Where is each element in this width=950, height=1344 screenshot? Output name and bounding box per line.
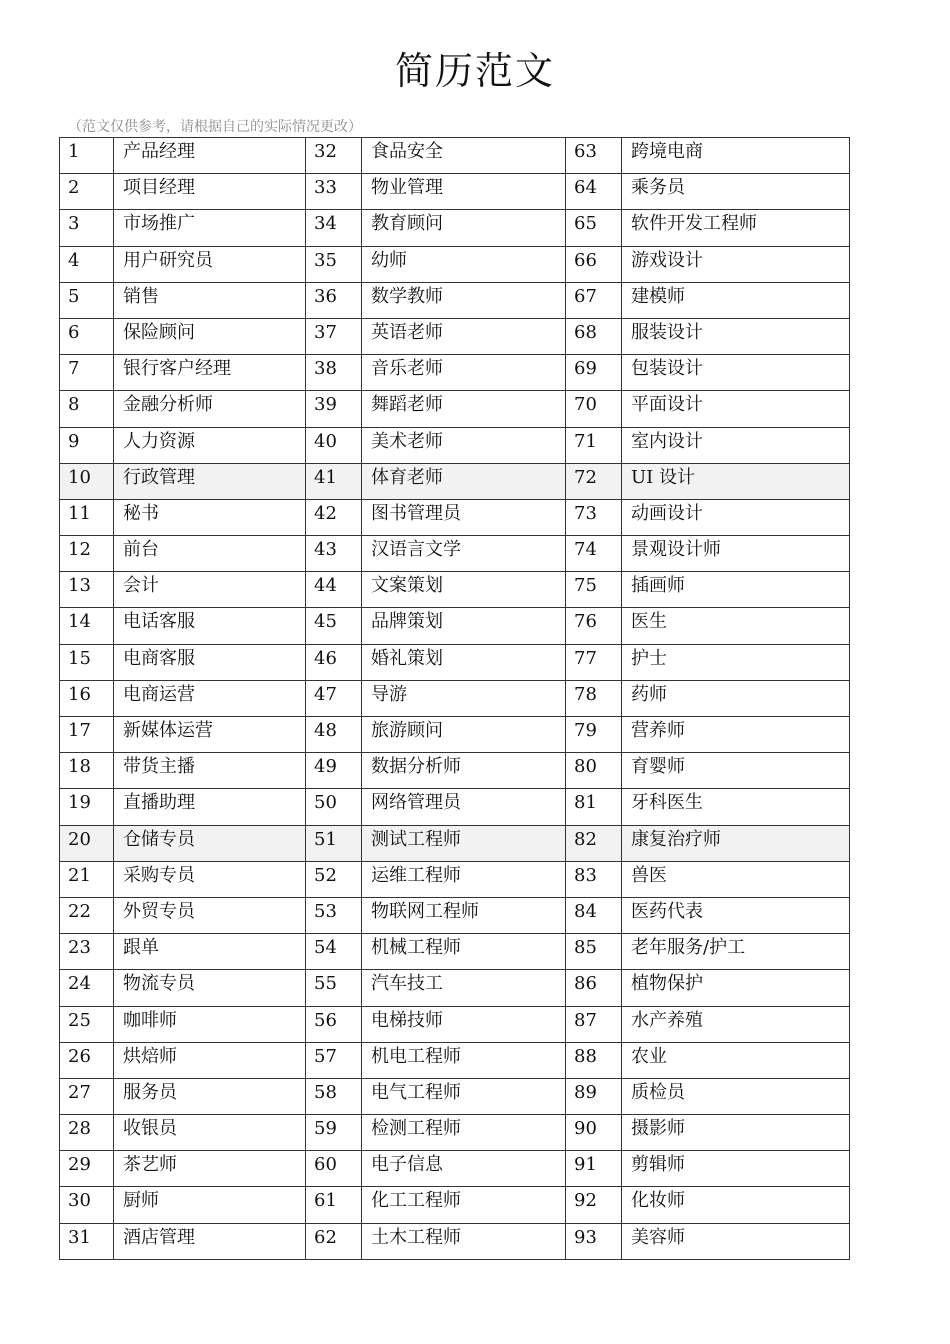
table-row <box>60 1042 850 1078</box>
table-row <box>60 608 850 644</box>
job-title: 品牌策划 <box>362 608 566 644</box>
job-title: 茶艺师 <box>114 1151 306 1187</box>
row-number: 71 <box>566 427 622 463</box>
job-title: 酒店管理 <box>114 1223 306 1259</box>
job-title: 牙科医生 <box>622 789 850 825</box>
job-title: 物联网工程师 <box>362 897 566 933</box>
row-number: 91 <box>566 1151 622 1187</box>
job-title: 服装设计 <box>622 318 850 354</box>
row-number: 25 <box>60 1006 114 1042</box>
row-number: 52 <box>306 861 362 897</box>
job-title: UI 设计 <box>622 463 850 499</box>
row-number: 8 <box>60 391 114 427</box>
row-number: 86 <box>566 970 622 1006</box>
job-title: 美术老师 <box>362 427 566 463</box>
job-title: 电气工程师 <box>362 1078 566 1114</box>
job-title: 采购专员 <box>114 861 306 897</box>
table-row <box>60 1006 850 1042</box>
job-title: 新媒体运营 <box>114 717 306 753</box>
row-number: 11 <box>60 499 114 535</box>
table-row <box>60 753 850 789</box>
job-title: 美容师 <box>622 1223 850 1259</box>
row-number: 26 <box>60 1042 114 1078</box>
job-title: 包装设计 <box>622 355 850 391</box>
job-title: 景观设计师 <box>622 536 850 572</box>
table-row <box>60 536 850 572</box>
row-number: 12 <box>60 536 114 572</box>
job-title: 婚礼策划 <box>362 644 566 680</box>
job-title: 咖啡师 <box>114 1006 306 1042</box>
row-number: 88 <box>566 1042 622 1078</box>
row-number: 19 <box>60 789 114 825</box>
job-title: 质检员 <box>622 1078 850 1114</box>
table-row <box>60 572 850 608</box>
job-title: 图书管理员 <box>362 499 566 535</box>
row-number: 10 <box>60 463 114 499</box>
job-title: 平面设计 <box>622 391 850 427</box>
row-number: 68 <box>566 318 622 354</box>
table-row <box>60 934 850 970</box>
row-number: 40 <box>306 427 362 463</box>
table-row <box>60 1223 850 1259</box>
row-number: 6 <box>60 318 114 354</box>
job-title: 植物保护 <box>622 970 850 1006</box>
row-number: 5 <box>60 282 114 318</box>
job-title: 土木工程师 <box>362 1223 566 1259</box>
row-number: 29 <box>60 1151 114 1187</box>
table-row <box>60 897 850 933</box>
row-number: 7 <box>60 355 114 391</box>
row-number: 77 <box>566 644 622 680</box>
table-row <box>60 427 850 463</box>
row-number: 84 <box>566 897 622 933</box>
row-number: 61 <box>306 1187 362 1223</box>
job-title: 食品安全 <box>362 138 566 174</box>
row-number: 30 <box>60 1187 114 1223</box>
row-number: 54 <box>306 934 362 970</box>
row-number: 42 <box>306 499 362 535</box>
row-number: 64 <box>566 174 622 210</box>
job-title: 营养师 <box>622 717 850 753</box>
job-title: 文案策划 <box>362 572 566 608</box>
job-title: 体育老师 <box>362 463 566 499</box>
row-number: 45 <box>306 608 362 644</box>
row-number: 55 <box>306 970 362 1006</box>
row-number: 1 <box>60 138 114 174</box>
row-number: 81 <box>566 789 622 825</box>
row-number: 2 <box>60 174 114 210</box>
row-number: 67 <box>566 282 622 318</box>
row-number: 28 <box>60 1115 114 1151</box>
job-title: 药师 <box>622 680 850 716</box>
row-number: 62 <box>306 1223 362 1259</box>
row-number: 37 <box>306 318 362 354</box>
table-row <box>60 318 850 354</box>
job-title: 银行客户经理 <box>114 355 306 391</box>
job-title: 电子信息 <box>362 1151 566 1187</box>
job-title: 游戏设计 <box>622 246 850 282</box>
job-title: 摄影师 <box>622 1115 850 1151</box>
job-title: 数学教师 <box>362 282 566 318</box>
row-number: 92 <box>566 1187 622 1223</box>
row-number: 21 <box>60 861 114 897</box>
table-row <box>60 644 850 680</box>
row-number: 17 <box>60 717 114 753</box>
row-number: 63 <box>566 138 622 174</box>
row-number: 75 <box>566 572 622 608</box>
row-number: 35 <box>306 246 362 282</box>
row-number: 16 <box>60 680 114 716</box>
job-title: 汉语言文学 <box>362 536 566 572</box>
row-number: 53 <box>306 897 362 933</box>
job-title: 仓储专员 <box>114 825 306 861</box>
job-title: 育婴师 <box>622 753 850 789</box>
row-number: 3 <box>60 210 114 246</box>
table-row <box>60 789 850 825</box>
job-title: 老年服务/护工 <box>622 934 850 970</box>
row-number: 31 <box>60 1223 114 1259</box>
job-title: 产品经理 <box>114 138 306 174</box>
table-row <box>60 391 850 427</box>
table-row <box>60 210 850 246</box>
job-title: 导游 <box>362 680 566 716</box>
job-title: 建模师 <box>622 282 850 318</box>
job-title: 电商客服 <box>114 644 306 680</box>
row-number: 60 <box>306 1151 362 1187</box>
table-row <box>60 174 850 210</box>
row-number: 73 <box>566 499 622 535</box>
row-number: 69 <box>566 355 622 391</box>
job-title: 服务员 <box>114 1078 306 1114</box>
job-title: 电梯技师 <box>362 1006 566 1042</box>
table-row <box>60 463 850 499</box>
row-number: 44 <box>306 572 362 608</box>
job-title: 医药代表 <box>622 897 850 933</box>
row-number: 90 <box>566 1115 622 1151</box>
job-title: 跟单 <box>114 934 306 970</box>
reference-note: （范文仅供参考，请根据自己的实际情况更改） <box>68 119 362 135</box>
row-number: 82 <box>566 825 622 861</box>
row-number: 22 <box>60 897 114 933</box>
job-title: 行政管理 <box>114 463 306 499</box>
row-number: 18 <box>60 753 114 789</box>
table-row <box>60 861 850 897</box>
job-title: 测试工程师 <box>362 825 566 861</box>
row-number: 80 <box>566 753 622 789</box>
job-title: 汽车技工 <box>362 970 566 1006</box>
row-number: 49 <box>306 753 362 789</box>
job-title: 物业管理 <box>362 174 566 210</box>
job-title: 金融分析师 <box>114 391 306 427</box>
row-number: 33 <box>306 174 362 210</box>
table-row <box>60 1078 850 1114</box>
row-number: 14 <box>60 608 114 644</box>
row-number: 85 <box>566 934 622 970</box>
row-number: 51 <box>306 825 362 861</box>
row-number: 50 <box>306 789 362 825</box>
job-title: 厨师 <box>114 1187 306 1223</box>
row-number: 58 <box>306 1078 362 1114</box>
job-title: 剪辑师 <box>622 1151 850 1187</box>
row-number: 56 <box>306 1006 362 1042</box>
row-number: 36 <box>306 282 362 318</box>
job-title: 软件开发工程师 <box>622 210 850 246</box>
row-number: 15 <box>60 644 114 680</box>
job-title: 乘务员 <box>622 174 850 210</box>
job-title: 插画师 <box>622 572 850 608</box>
row-number: 41 <box>306 463 362 499</box>
table-row <box>60 499 850 535</box>
job-title: 护士 <box>622 644 850 680</box>
table-row <box>60 282 850 318</box>
job-title: 农业 <box>622 1042 850 1078</box>
job-title: 直播助理 <box>114 789 306 825</box>
row-number: 4 <box>60 246 114 282</box>
table-row <box>60 717 850 753</box>
row-number: 13 <box>60 572 114 608</box>
job-title: 用户研究员 <box>114 246 306 282</box>
job-table-body <box>60 138 850 1260</box>
row-number: 23 <box>60 934 114 970</box>
table-row <box>60 970 850 1006</box>
job-title: 人力资源 <box>114 427 306 463</box>
row-number: 47 <box>306 680 362 716</box>
job-title: 秘书 <box>114 499 306 535</box>
row-number: 66 <box>566 246 622 282</box>
table-row <box>60 680 850 716</box>
row-number: 46 <box>306 644 362 680</box>
row-number: 72 <box>566 463 622 499</box>
row-number: 87 <box>566 1006 622 1042</box>
job-title: 电话客服 <box>114 608 306 644</box>
job-title: 外贸专员 <box>114 897 306 933</box>
table-row <box>60 1115 850 1151</box>
job-title: 动画设计 <box>622 499 850 535</box>
job-title-table <box>59 137 850 1260</box>
job-title: 带货主播 <box>114 753 306 789</box>
job-title: 化妆师 <box>622 1187 850 1223</box>
row-number: 39 <box>306 391 362 427</box>
job-title: 网络管理员 <box>362 789 566 825</box>
job-title: 水产养殖 <box>622 1006 850 1042</box>
job-title: 跨境电商 <box>622 138 850 174</box>
job-title: 幼师 <box>362 246 566 282</box>
row-number: 59 <box>306 1115 362 1151</box>
row-number: 43 <box>306 536 362 572</box>
job-title: 市场推广 <box>114 210 306 246</box>
row-number: 93 <box>566 1223 622 1259</box>
job-title: 电商运营 <box>114 680 306 716</box>
document-title: 简历范文 <box>394 49 555 93</box>
job-title: 会计 <box>114 572 306 608</box>
row-number: 48 <box>306 717 362 753</box>
table-row <box>60 1187 850 1223</box>
row-number: 20 <box>60 825 114 861</box>
job-title: 教育顾问 <box>362 210 566 246</box>
job-title: 数据分析师 <box>362 753 566 789</box>
job-title: 收银员 <box>114 1115 306 1151</box>
job-title: 舞蹈老师 <box>362 391 566 427</box>
job-title: 医生 <box>622 608 850 644</box>
row-number: 27 <box>60 1078 114 1114</box>
table-row <box>60 138 850 174</box>
job-title: 保险顾问 <box>114 318 306 354</box>
table-row <box>60 1151 850 1187</box>
job-title: 销售 <box>114 282 306 318</box>
row-number: 74 <box>566 536 622 572</box>
job-title: 前台 <box>114 536 306 572</box>
row-number: 34 <box>306 210 362 246</box>
row-number: 79 <box>566 717 622 753</box>
job-title: 项目经理 <box>114 174 306 210</box>
job-title: 机械工程师 <box>362 934 566 970</box>
job-title: 兽医 <box>622 861 850 897</box>
job-title: 机电工程师 <box>362 1042 566 1078</box>
row-number: 38 <box>306 355 362 391</box>
table-row <box>60 355 850 391</box>
job-title: 室内设计 <box>622 427 850 463</box>
row-number: 24 <box>60 970 114 1006</box>
row-number: 78 <box>566 680 622 716</box>
job-title: 音乐老师 <box>362 355 566 391</box>
row-number: 9 <box>60 427 114 463</box>
job-title: 烘焙师 <box>114 1042 306 1078</box>
row-number: 83 <box>566 861 622 897</box>
job-title: 运维工程师 <box>362 861 566 897</box>
job-title: 英语老师 <box>362 318 566 354</box>
job-title: 旅游顾问 <box>362 717 566 753</box>
job-title: 康复治疗师 <box>622 825 850 861</box>
table-row <box>60 825 850 861</box>
job-title: 化工工程师 <box>362 1187 566 1223</box>
row-number: 70 <box>566 391 622 427</box>
row-number: 65 <box>566 210 622 246</box>
job-title: 物流专员 <box>114 970 306 1006</box>
row-number: 32 <box>306 138 362 174</box>
row-number: 76 <box>566 608 622 644</box>
table-row <box>60 246 850 282</box>
row-number: 89 <box>566 1078 622 1114</box>
row-number: 57 <box>306 1042 362 1078</box>
job-title: 检测工程师 <box>362 1115 566 1151</box>
